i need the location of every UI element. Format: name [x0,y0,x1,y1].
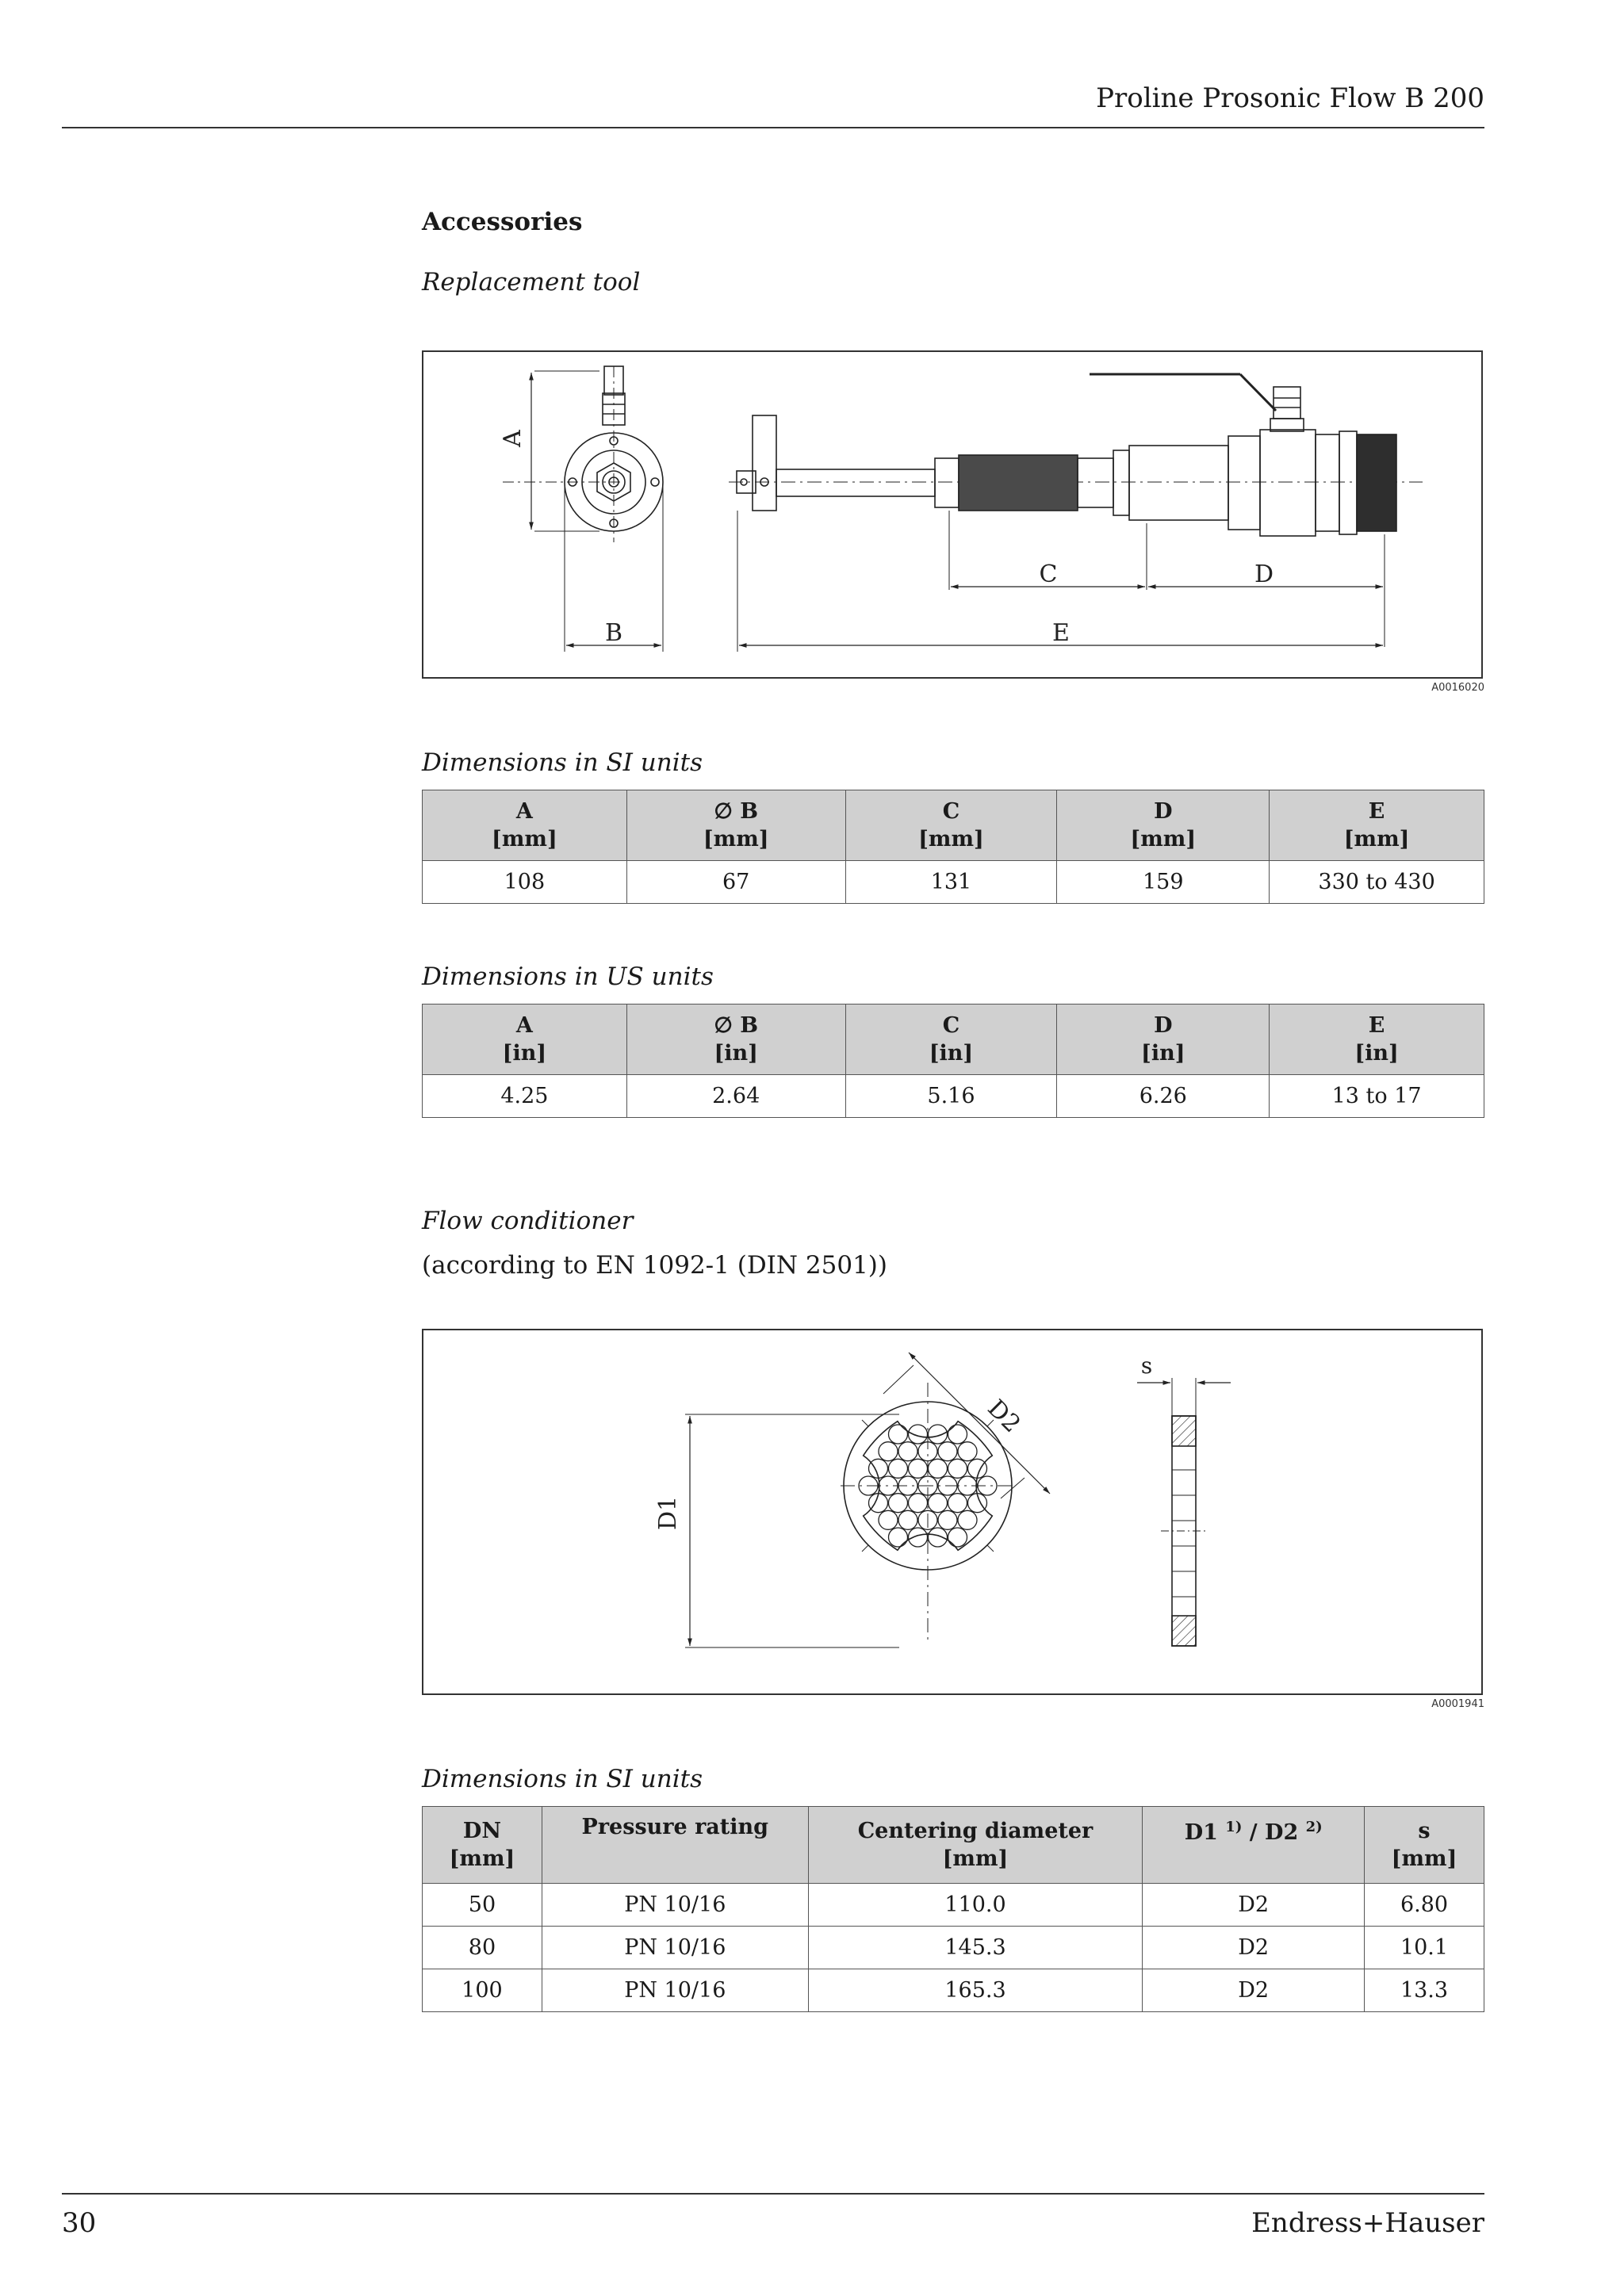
replacement-tool-figure [422,350,1483,679]
col-header-a: A [in] [423,1004,627,1075]
header-divider [62,127,1484,128]
flow-conditioner-side-view [1137,1378,1231,1646]
col-header-e: E [in] [1270,1004,1484,1075]
table-cell: 165.3 [808,1969,1143,2012]
col-header-pressure: Pressure rating [542,1807,808,1884]
col-header-b: ∅ B [mm] [626,790,845,861]
table-cell: 67 [626,861,845,904]
table-row [423,861,1484,904]
table-cell: PN 10/16 [542,1927,808,1969]
flow-conditioner-si-table [422,1806,1484,2012]
document-header-title: Proline Prosonic Flow B 200 [1096,82,1484,114]
table-cell: 5.16 [845,1075,1057,1118]
table-cell: 110.0 [808,1884,1143,1927]
brand-name: Endress+Hauser [1251,2207,1484,2239]
dim-label-c: C [1039,561,1058,588]
col-header-centering: Centering diameter [mm] [808,1807,1143,1884]
flow-conditioner-si-caption: Dimensions in SI units [422,1765,703,1793]
figure-id-flow-conditioner: A0001941 [1431,1698,1484,1710]
footer-divider [62,2193,1484,2195]
table-cell: 50 [423,1884,542,1927]
col-header-a: A [mm] [423,790,627,861]
dim-label-a: A [499,430,527,447]
flow-conditioner-note: (according to EN 1092-1 (DIN 2501)) [422,1251,887,1280]
flow-conditioner-figure [422,1329,1483,1695]
table-cell: 2.64 [626,1075,845,1118]
col-header-dn: DN [mm] [423,1807,542,1884]
table-cell: 13.3 [1365,1969,1484,2012]
table-cell: 4.25 [423,1075,627,1118]
flow-conditioner-heading: Flow conditioner [422,1207,634,1235]
table-cell: PN 10/16 [542,1969,808,2012]
col-header-c: C [mm] [845,790,1057,861]
table-cell: 108 [423,861,627,904]
table-cell: D2 [1143,1969,1365,2012]
replacement-tool-heading: Replacement tool [422,268,641,297]
table-row [423,1884,1484,1927]
table-header-row [423,1807,1484,1884]
table-cell: 6.80 [1365,1884,1484,1927]
table-cell: PN 10/16 [542,1884,808,1927]
figure-id-replacement-tool: A0016020 [1431,682,1484,694]
dim-label-e: E [1052,619,1070,647]
dim-label-b: B [604,619,623,647]
table-cell: 131 [845,861,1057,904]
table-cell: 13 to 17 [1270,1075,1484,1118]
table-cell: 159 [1057,861,1270,904]
table-header-row [423,790,1484,861]
col-header-s: s [mm] [1365,1807,1484,1884]
col-header-b: ∅ B [in] [626,1004,845,1075]
table-cell: 80 [423,1927,542,1969]
section-title: Accessories [422,208,583,236]
table-cell: 145.3 [808,1927,1143,1969]
si-units-caption: Dimensions in SI units [422,748,703,777]
col-header-c: C [in] [845,1004,1057,1075]
col-header-d1-d2: D1 $^{1)}$ / D2 $^{2)}$ [1143,1807,1365,1884]
table-cell: 100 [423,1969,542,2012]
col-header-d: D [in] [1057,1004,1270,1075]
flow-conditioner-plate [841,1383,1015,1644]
us-units-caption: Dimensions in US units [422,962,714,991]
table-cell: 330 to 430 [1270,861,1484,904]
dim-label-d: D [1254,561,1274,588]
dim-label-d1: D1 [654,1495,682,1530]
table-cell: 10.1 [1365,1927,1484,1969]
table-cell: D2 [1143,1884,1365,1927]
col-header-d: D [mm] [1057,790,1270,861]
table-row [423,1927,1484,1969]
table-header-row [423,1004,1484,1075]
replacement-tool-si-table [422,790,1484,904]
dim-label-d2: D2 [982,1394,1026,1439]
table-cell: 6.26 [1057,1075,1270,1118]
col-header-e: E [mm] [1270,790,1484,861]
tool-elevation [729,374,1423,536]
table-cell: D2 [1143,1927,1365,1969]
dim-label-s: s [1140,1353,1153,1379]
page-number: 30 [62,2207,97,2239]
tool-side-view [503,366,663,542]
table-row [423,1075,1484,1118]
replacement-tool-us-table [422,1004,1484,1118]
table-row [423,1969,1484,2012]
